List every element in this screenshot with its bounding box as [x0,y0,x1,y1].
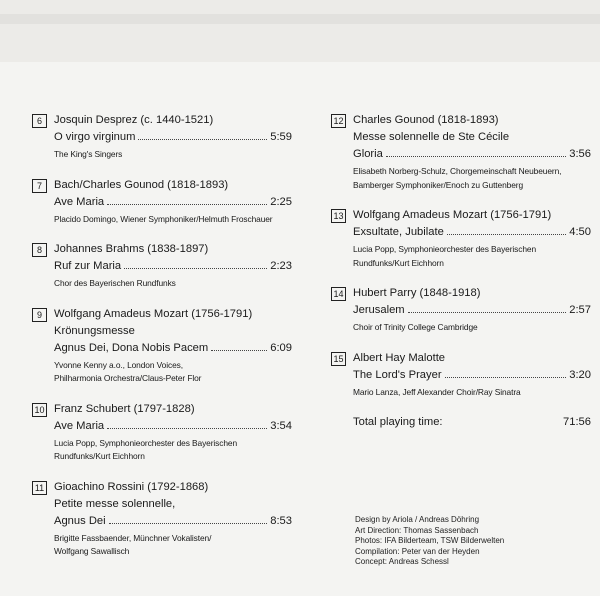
track-performers [54,213,292,227]
track-work: Petite messe solennelle, [54,497,176,510]
dotted-leader [107,427,267,429]
performer-line: Lucia Popp, Symphonieorchester des Bayerischen [353,244,537,254]
top-band [0,0,600,62]
tracklist-left-column [32,112,292,574]
track-entry [331,112,591,192]
track-title: Ruf zur Maria [54,260,122,272]
track-entry [32,479,292,559]
track-performers [54,359,292,386]
track-composer: Hubert Parry (1848-1918) [353,287,481,299]
track-number: 9 [32,308,47,322]
track-title-row [54,340,292,357]
track-composer: Franz Schubert (1797-1828) [54,402,195,415]
track-duration: 2:57 [569,304,591,316]
total-value: 71:56 [563,416,591,428]
dotted-leader [408,311,567,313]
track-performers [54,277,292,291]
track-duration: 6:09 [270,341,292,354]
track-number: 10 [32,403,47,417]
performer-line: Elisabeth Norberg-Schulz, Chorgemeinschaft Neubeuern, [353,166,562,176]
track-title-row [54,258,292,275]
track-number: 8 [32,243,47,257]
track-title-row [353,367,591,384]
performer-line: Philharmonia Orchestra/Claus-Peter Flor [54,373,202,383]
dotted-leader [386,155,566,157]
track-duration: 3:54 [270,419,292,432]
performer-line: The King's Singers [54,149,123,159]
track-duration: 3:20 [569,368,591,381]
track-performers [353,321,591,335]
track-title-row [54,418,292,435]
track-entry [32,401,292,464]
track-performers [353,165,591,192]
track-title: O virgo virginum [54,131,136,143]
track-title: The Lord's Prayer [353,368,442,381]
track-title-row [54,513,292,530]
track-composer: Josquin Desprez (c. 1440-1521) [54,114,214,126]
track-number: 6 [32,114,47,128]
track-composer: Gioachino Rossini (1792-1868) [54,480,209,493]
track-title-row [353,224,591,241]
track-title-row [353,146,591,163]
credit-line: Concept: Andreas Schessl [355,557,449,567]
track-title: Jerusalem [353,304,405,316]
credit-line: Photos: IFA Bilderteam, TSW Bilderwelten [355,536,505,546]
track-title-row [353,302,591,319]
dotted-leader [124,267,267,269]
credit-line: Design by Ariola / Andreas Döhring [355,515,480,524]
track-title-row [54,194,292,211]
track-composer: Albert Hay Malotte [353,351,446,364]
track-entry [32,306,292,386]
track-entry [331,285,591,335]
track-performers [54,148,292,162]
performer-line: Lucia Popp, Symphonieorchester des Bayerischen [54,437,238,448]
track-number: 13 [331,209,346,223]
performer-line: Bamberger Symphoniker/Enoch zu Guttenberg [353,179,524,190]
track-title: Agnus Dei, Dona Nobis Pacem [54,341,209,354]
performer-line: Rundfunks/Kurt Eichhorn [54,451,145,461]
track-performers [54,437,292,464]
performer-line: Wolfgang Sawallisch [54,546,130,556]
track-title: Ave Maria [54,195,105,208]
dotted-leader [107,203,267,205]
track-title: Gloria [353,148,383,160]
total-playing-time [331,414,591,431]
track-duration: 2:23 [270,260,292,272]
dotted-leader [109,522,268,524]
track-duration: 4:50 [569,226,591,238]
track-duration: 5:59 [270,131,292,143]
performer-line: Rundfunks/Kurt Eichhorn [353,257,444,268]
dotted-leader [445,376,567,378]
track-composer: Bach/Charles Gounod (1818-1893) [54,178,229,191]
track-work: Krönungsmesse [54,324,135,337]
total-label: Total playing time: [353,416,443,428]
track-title: Ave Maria [54,419,105,432]
credit-line: Art Direction: Thomas Sassenbach [355,525,479,535]
track-entry [331,350,591,400]
performer-line: Placido Domingo, Wiener Symphoniker/Helmuth Froschauer [54,213,273,224]
performer-line: Chor des Bayerischen Rundfunks [54,278,176,288]
track-performers [353,386,591,400]
track-number: 12 [331,114,346,128]
track-number: 15 [331,352,346,366]
track-number: 7 [32,179,47,193]
track-performers [54,532,292,559]
track-entry [32,177,292,227]
performer-line: Mario Lanza, Jeff Alexander Choir/Ray Sinatra [353,386,521,397]
track-duration: 3:56 [569,148,591,160]
track-title: Agnus Dei [54,514,106,527]
track-entry [32,241,292,291]
credits-block [355,515,504,568]
track-duration: 2:25 [270,195,292,208]
tracklist-right-column [331,112,591,431]
performer-line: Yvonne Kenny a.o., London Voices, [54,359,183,370]
track-work: Messe solennelle de Ste Cécile [353,131,510,143]
top-header-strip [0,14,600,24]
track-composer: Wolfgang Amadeus Mozart (1756-1791) [54,307,253,320]
performer-line: Choir of Trinity College Cambridge [353,322,478,332]
track-title: Exsultate, Jubilate [353,226,444,238]
performer-line: Brigitte Fassbaender, Münchner Vokalisten/ [54,532,212,543]
track-composer: Charles Gounod (1818-1893) [353,114,499,126]
track-composer: Johannes Brahms (1838-1897) [54,243,209,255]
credit-line: Compilation: Peter van der Heyden [355,546,480,556]
track-composer: Wolfgang Amadeus Mozart (1756-1791) [353,209,552,221]
track-number: 11 [32,481,47,495]
dotted-leader [211,349,267,351]
dotted-leader [138,138,267,140]
dotted-leader [447,233,566,235]
track-title-row [54,129,292,146]
track-entry [331,207,591,270]
track-number: 14 [331,287,346,301]
track-entry [32,112,292,162]
track-performers [353,243,591,270]
track-duration: 8:53 [270,514,292,527]
